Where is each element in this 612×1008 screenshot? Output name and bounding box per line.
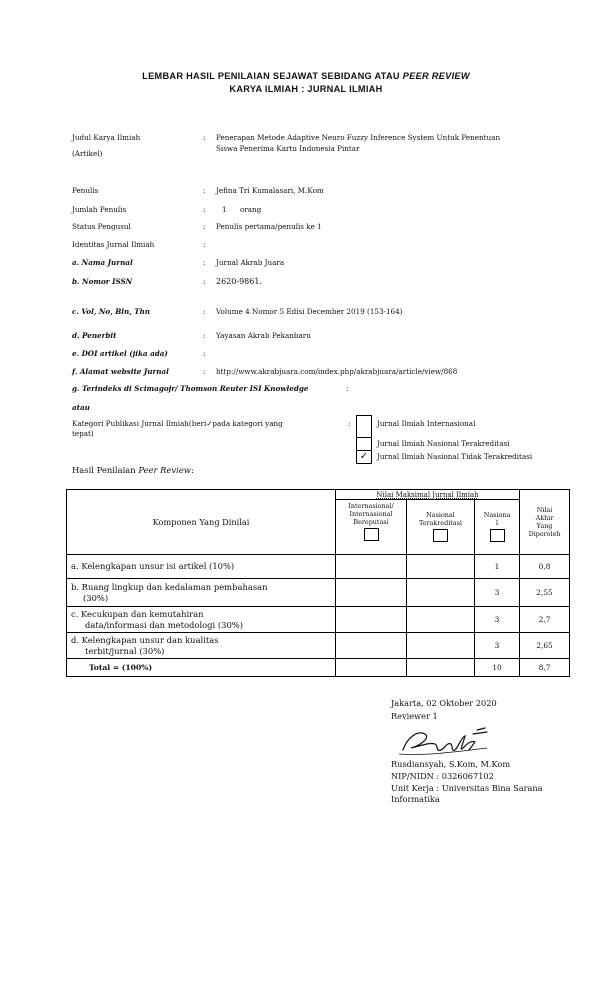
reviewer-nip: NIP/NIDN : 0326067102: [391, 771, 494, 781]
kategori-label: [72, 419, 283, 428]
vol-value: Volume 4 Nomor 5 Edisi December 2019 (153-164): [216, 307, 403, 316]
table-row: [67, 633, 570, 659]
int-1: Internasional/: [348, 502, 394, 510]
title-italic: PEER REVIEW: [402, 71, 470, 81]
judul-value-1: Penerapan Metode Adaptive Neuro Fuzzy Inference System Untuk Penentuan: [216, 133, 501, 142]
cell-empty: [407, 607, 475, 633]
cell-max: 3: [475, 633, 520, 659]
colon: :: [203, 331, 206, 340]
cell-nilai: 2,7: [520, 607, 570, 633]
row-label-2: (30%): [83, 592, 109, 603]
total-label: Total = (100%): [67, 659, 336, 677]
terindeks-label: g. Terindeks di Scimagojr/ Thomson Reuter ISI Knowledge: [72, 384, 309, 393]
cell-empty: [336, 659, 407, 677]
reviewer-label: Reviewer 1: [391, 711, 438, 721]
place-date: Jakarta, 02 Oktober 2020: [391, 698, 497, 708]
penerbit-value: Yayasan Akrab Pekanbaru: [216, 331, 311, 340]
option-nasional-tidak-terakreditasi: Jurnal Ilmiah Nasional Tidak Terakreditasi: [377, 452, 533, 461]
kategori-label-2: tepat): [72, 429, 94, 438]
vol-label: c. Vol, No, Bln, Thn: [72, 307, 151, 316]
header-internasional: [336, 500, 407, 555]
header-nilai-akhir: [520, 490, 570, 555]
cell-empty: [336, 633, 407, 659]
cell-empty: [407, 555, 475, 579]
colon: :: [203, 307, 206, 316]
cell-empty: [407, 579, 475, 607]
row-label: [67, 579, 336, 607]
colon: :: [203, 367, 206, 376]
document-title: [0, 71, 612, 81]
penulis-value: Jefina Tri Kumalasari, M.Kom: [216, 186, 324, 195]
header-nasional: [475, 500, 520, 555]
int-3: Bereputasi: [353, 518, 389, 526]
cell-empty: [407, 633, 475, 659]
akhir-2: Akhir: [535, 514, 554, 522]
colon: :: [203, 258, 206, 267]
option-nasional-terakreditasi: Jurnal Ilmiah Nasional Terakreditasi: [377, 439, 510, 448]
colon: :: [203, 205, 206, 214]
judul-label: Judul Karya Ilmiah: [72, 133, 141, 142]
table-row: [67, 579, 570, 607]
identitas-jurnal-label: Identitas Jurnal Ilmiah: [72, 240, 155, 249]
nas-2: l: [495, 518, 499, 527]
option-internasional: Jurnal Ilmiah Internasional: [377, 419, 476, 428]
akhir-1: Nilai: [536, 506, 553, 514]
jumlah-penulis-label: Jumlah Penulis: [72, 205, 127, 214]
hasil-suffix: :: [190, 465, 194, 475]
total-nilai: 8,7: [520, 659, 570, 677]
hasil-prefix: Hasil Penilaian: [72, 465, 136, 475]
row-label-2: data/informasi dan metodologi (30%): [85, 619, 244, 630]
row-label-1: d. Kelengkapan unsur dan kualitas: [71, 634, 219, 645]
reviewer-name: Rusdiansyah, S.Kom, M.Kom: [391, 759, 511, 769]
row-label-1: a. Kelengkapan unsur isi artikel (10%): [71, 561, 235, 571]
table-row: [67, 607, 570, 633]
colon: :: [203, 349, 206, 358]
issn-label: b. Nomor ISSN: [72, 277, 133, 286]
cell-empty: [336, 555, 407, 579]
nt-1: Nasional: [426, 510, 455, 519]
table-total-row: [67, 659, 570, 677]
document-subtitle: KARYA ILMIAH : JURNAL ILMIAH: [229, 84, 383, 94]
header-komponen: Komponen Yang Dinilai: [67, 490, 336, 555]
int-2: Internasional: [349, 510, 393, 518]
colon: :: [203, 222, 206, 231]
row-label: [67, 633, 336, 659]
colon: :: [203, 186, 206, 195]
akhir-3: Yang: [536, 522, 553, 530]
checkbox-col-nasional[interactable]: [490, 529, 505, 542]
kategori-text-2: pada kategori yang: [212, 419, 283, 428]
checkbox-internasional[interactable]: [356, 415, 372, 439]
judul-value-2: Siswa Penerima Kartu Indonesia Pintar: [216, 144, 360, 153]
cell-nilai: 0,8: [520, 555, 570, 579]
table-row: [67, 555, 570, 579]
nas-1: Nasiona: [483, 510, 511, 519]
checkbox-nasional-tidak-terakreditasi[interactable]: ✓: [356, 450, 372, 464]
colon: :: [203, 133, 206, 142]
header-nasional-terakreditasi: [407, 500, 475, 555]
nt-2: Terakreditasi: [419, 518, 462, 527]
cell-max: 1: [475, 555, 520, 579]
cell-empty: [336, 607, 407, 633]
colon: :: [346, 384, 349, 393]
alamat-website-label: f. Alamat website Jurnal: [72, 367, 169, 376]
row-label-1: b. Ruang lingkup dan kedalaman pembahasan: [71, 581, 268, 592]
status-pengusul-label: Status Pengusul: [72, 222, 131, 231]
cell-empty: [407, 659, 475, 677]
row-label: [67, 555, 336, 579]
hasil-penilaian-label: [72, 465, 194, 475]
checkbox-nasional-terakreditasi[interactable]: [356, 437, 372, 451]
checkbox-col-nasional-terakreditasi[interactable]: [433, 529, 448, 542]
cell-nilai: 2,55: [520, 579, 570, 607]
jumlah-penulis-value: 1: [222, 205, 227, 214]
nama-jurnal-label: a. Nama Jurnal: [72, 258, 133, 267]
total-max: 10: [475, 659, 520, 677]
reviewer-unit: Unit Kerja : Universitas Bina Sarana: [391, 783, 543, 793]
colon: :: [348, 419, 351, 428]
penerbit-label: d. Penerbit: [72, 331, 117, 340]
judul-sub-label: (Artikel): [72, 149, 103, 158]
kategori-text-1: Kategori Publikasi Jurnal Ilmiah(beri: [72, 419, 207, 428]
nama-jurnal-value: Jurnal Akrab Juara: [216, 258, 285, 267]
doi-label: e. DOI artikel (jika ada): [72, 349, 168, 358]
alamat-website-value: http://www.akrabjuara.com/index.php/akrabjuara/article/view/868: [216, 367, 458, 376]
akhir-4: Diperoleh: [528, 530, 561, 538]
cell-nilai: 2,65: [520, 633, 570, 659]
issn-value: 2620-9861.: [216, 277, 262, 286]
jumlah-penulis-unit: orang: [240, 205, 262, 214]
reviewer-unit-2: Informatika: [391, 794, 440, 804]
colon: :: [203, 240, 206, 249]
cell-max: 3: [475, 607, 520, 633]
colon: :: [203, 277, 206, 286]
row-label-1: c. Kecukupan dan kemutahiran: [71, 608, 204, 619]
signature-image: [395, 724, 495, 760]
header-group-max: [336, 490, 520, 500]
group-header-text: Nilai Maksimal Jurnal Ilmiah: [376, 490, 479, 499]
check-icon: ✓: [206, 419, 213, 428]
terindeks-sub: atau: [72, 403, 90, 412]
hasil-italic: Peer Review: [138, 465, 191, 475]
status-pengusul-value: Penulis pertama/penulis ke 1: [216, 222, 322, 231]
title-text: LEMBAR HASIL PENILAIAN SEJAWAT SEBIDANG ATAU: [142, 71, 400, 81]
penulis-label: Penulis: [72, 186, 99, 195]
score-table: [66, 489, 570, 677]
checkbox-col-internasional[interactable]: [364, 528, 379, 541]
row-label: [67, 607, 336, 633]
row-label-2: terbit/jurnal (30%): [85, 645, 165, 656]
cell-empty: [336, 579, 407, 607]
cell-max: 3: [475, 579, 520, 607]
